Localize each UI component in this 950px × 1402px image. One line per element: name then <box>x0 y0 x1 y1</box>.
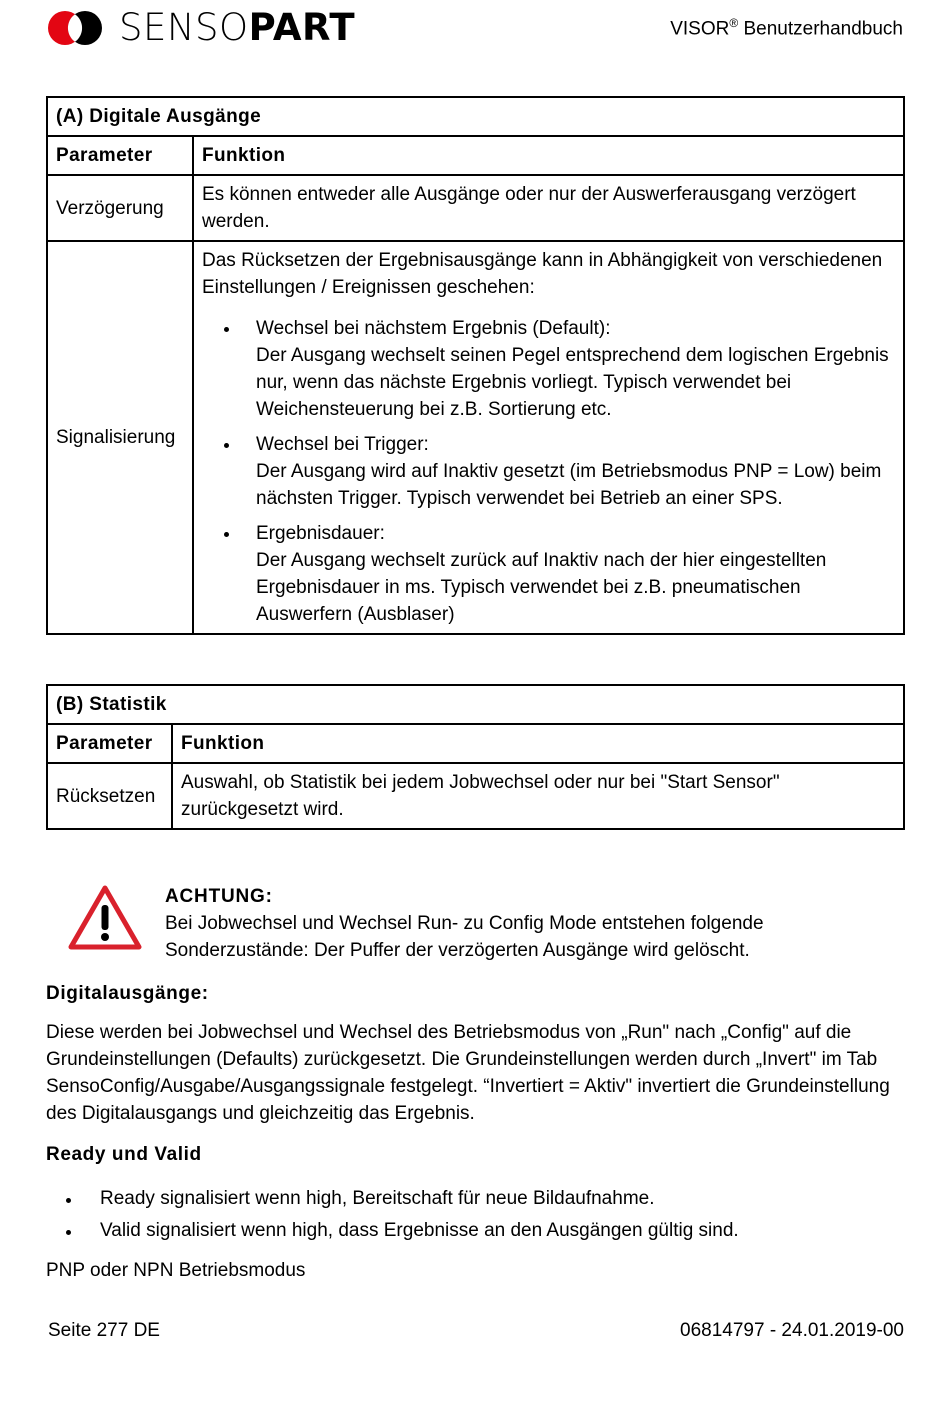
logo-text-bold: PART <box>248 6 356 49</box>
page-header <box>0 0 950 60</box>
ready-valid-section <box>46 1141 916 1284</box>
param-cell: Rücksetzen <box>47 763 172 829</box>
list-item-text: Der Ausgang wird auf Inaktiv gesetzt (im Betriebsmodus PNP = Low) beim nächsten Trigger. Typisch verwendet bei Betrieb an einer SPS. <box>256 461 882 509</box>
warning-line: Sonderzustände: Der Puffer der verzögerten Ausgänge wird gelöscht. <box>165 940 750 961</box>
list-item <box>202 431 895 512</box>
warning-text <box>165 883 764 964</box>
doc-title-post: Benutzerhandbuch <box>738 18 903 40</box>
param-cell: Verzögerung <box>47 175 193 241</box>
function-cell: Es können entweder alle Ausgänge oder nur der Auswerferausgang verzögert werden. <box>193 175 904 241</box>
digital-outputs-section <box>46 980 916 1127</box>
function-cell: Auswahl, ob Statistik bei jedem Jobwechsel oder nur bei "Start Sensor" zurückgesetzt wird. <box>172 763 904 829</box>
col-header-parameter: Parameter <box>47 136 193 175</box>
table-title: (A) Digitale Ausgänge <box>47 97 904 136</box>
mode-note: PNP oder NPN Betriebsmodus <box>46 1260 306 1281</box>
function-cell <box>193 241 904 634</box>
section-heading: Ready und Valid <box>46 1144 202 1165</box>
reset-mode-list <box>202 315 895 628</box>
warning-box <box>68 883 908 963</box>
logo-wordmark <box>119 8 355 48</box>
function-intro: Das Rücksetzen der Ergebnisausgänge kann in Abhängigkeit von verschiedenen Einstellungen / Ereignissen geschehen: <box>202 250 883 298</box>
sensopart-logo <box>47 8 355 48</box>
doc-title-pre: VISOR <box>670 18 730 40</box>
table-row <box>47 175 904 241</box>
page-number: Seite 277 DE <box>48 1320 160 1341</box>
table-statistics <box>46 684 905 830</box>
list-item-text: Der Ausgang wechselt seinen Pegel entsprechend dem logischen Ergebnis nur, wenn das nächste Ergebnis vorliegt. Typisch verwendet bei Weichensteuerung bei z.B. Sortierung etc. <box>256 345 889 420</box>
param-cell: Signalisierung <box>47 241 193 634</box>
col-header-parameter: Parameter <box>47 724 172 763</box>
list-item <box>202 520 895 628</box>
warning-title: ACHTUNG: <box>165 886 273 907</box>
list-item-title: Ergebnisdauer: <box>256 523 385 544</box>
logo-text-light: SENSO <box>119 6 249 49</box>
table-title: (B) Statistik <box>47 685 904 724</box>
list-item-title: Wechsel bei Trigger: <box>256 434 429 455</box>
ready-valid-list <box>46 1185 916 1244</box>
table-row <box>47 763 904 829</box>
table-row <box>47 241 904 634</box>
list-item: Ready signalisiert wenn high, Bereitschaft für neue Bildaufnahme. <box>46 1185 916 1212</box>
registered-mark: ® <box>729 16 739 30</box>
list-item: Valid signalisiert wenn high, dass Ergebnisse an den Ausgängen gültig sind. <box>46 1217 916 1244</box>
table-digital-outputs <box>46 96 905 635</box>
section-paragraph: Diese werden bei Jobwechsel und Wechsel des Betriebsmodus von „Run" nach „Config" auf die Grundeinstellungen (Defaults) zurückgesetzt. Die Grundeinstellungen werden durch „Invert" im Tab SensoConfig/Ausgabe/Ausgangssignale festgelegt. “Invertiert = Aktiv" invertiert die Grundeinstellung des Digitalausgangs und gleichzeitig das Ergebnis. <box>46 1022 890 1124</box>
warning-line: Bei Jobwechsel und Wechsel Run- zu Config Mode entstehen folgende <box>165 913 764 934</box>
warning-triangle-icon <box>68 885 142 951</box>
document-title <box>670 16 903 40</box>
list-item <box>202 315 895 423</box>
col-header-function: Funktion <box>172 724 904 763</box>
col-header-function: Funktion <box>193 136 904 175</box>
list-item-title: Wechsel bei nächstem Ergebnis (Default): <box>256 318 611 339</box>
section-heading: Digitalausgänge: <box>46 983 209 1004</box>
logo-circles-icon <box>47 8 105 48</box>
document-number: 06814797 - 24.01.2019-00 <box>680 1320 904 1341</box>
list-item-text: Der Ausgang wechselt zurück auf Inaktiv nach der hier eingestellten Ergebnisdauer in ms. Typisch verwendet bei z.B. pneumatischen Auswerfern (Ausblaser) <box>256 550 827 625</box>
